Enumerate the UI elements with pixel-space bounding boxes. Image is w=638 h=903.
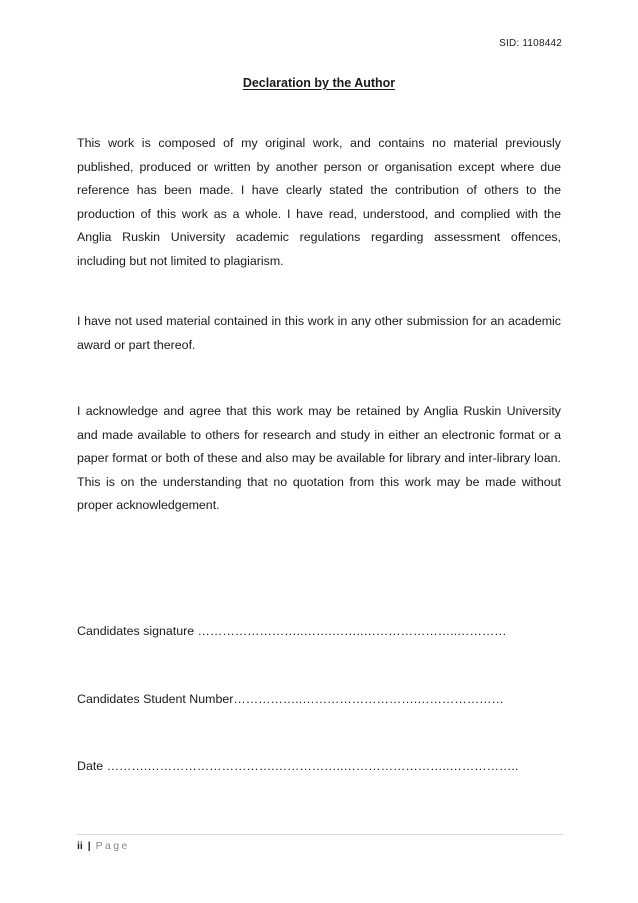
student-id-header: SID: 1108442 [499, 38, 562, 49]
footer-separator: | [87, 840, 91, 852]
page-title: Declaration by the Author [242, 76, 396, 90]
declaration-paragraph-prior-submission: I have not used material contained in this work in any other submission for an academic award or part thereof. [77, 314, 561, 352]
page-number: ii [77, 840, 83, 852]
date-line: Date ……….………………………….……………..……………………..…………….. [77, 759, 519, 773]
declaration-paragraph-originality: This work is composed of my original work, and contains no material previously published, produced or written by another person or organisation except where due reference has been made. I have clearly stated the contribution of others to the production of this work as a whole. I have read, understood, and complied with the Anglia Ruskin University academic regulations regarding assessment offences, including but not limited to plagiarism. [77, 136, 561, 268]
page-footer [77, 840, 130, 852]
declaration-paragraph-retention: I acknowledge and agree that this work may be retained by Anglia Ruskin University and made available to others for research and study in either an electronic format or a paper format or both of these and also may be available for library and inter-library loan. This is on the understanding that no quotation from this work may be made without proper acknowledgement. [77, 404, 561, 513]
page-label: Page [95, 840, 130, 852]
candidate-signature-line: Candidates signature ……………………..…….……..…………………..………… [77, 624, 507, 638]
footer-divider [77, 834, 563, 835]
candidate-student-number-line: Candidates Student Number……………..……………………….………………… [77, 692, 504, 706]
